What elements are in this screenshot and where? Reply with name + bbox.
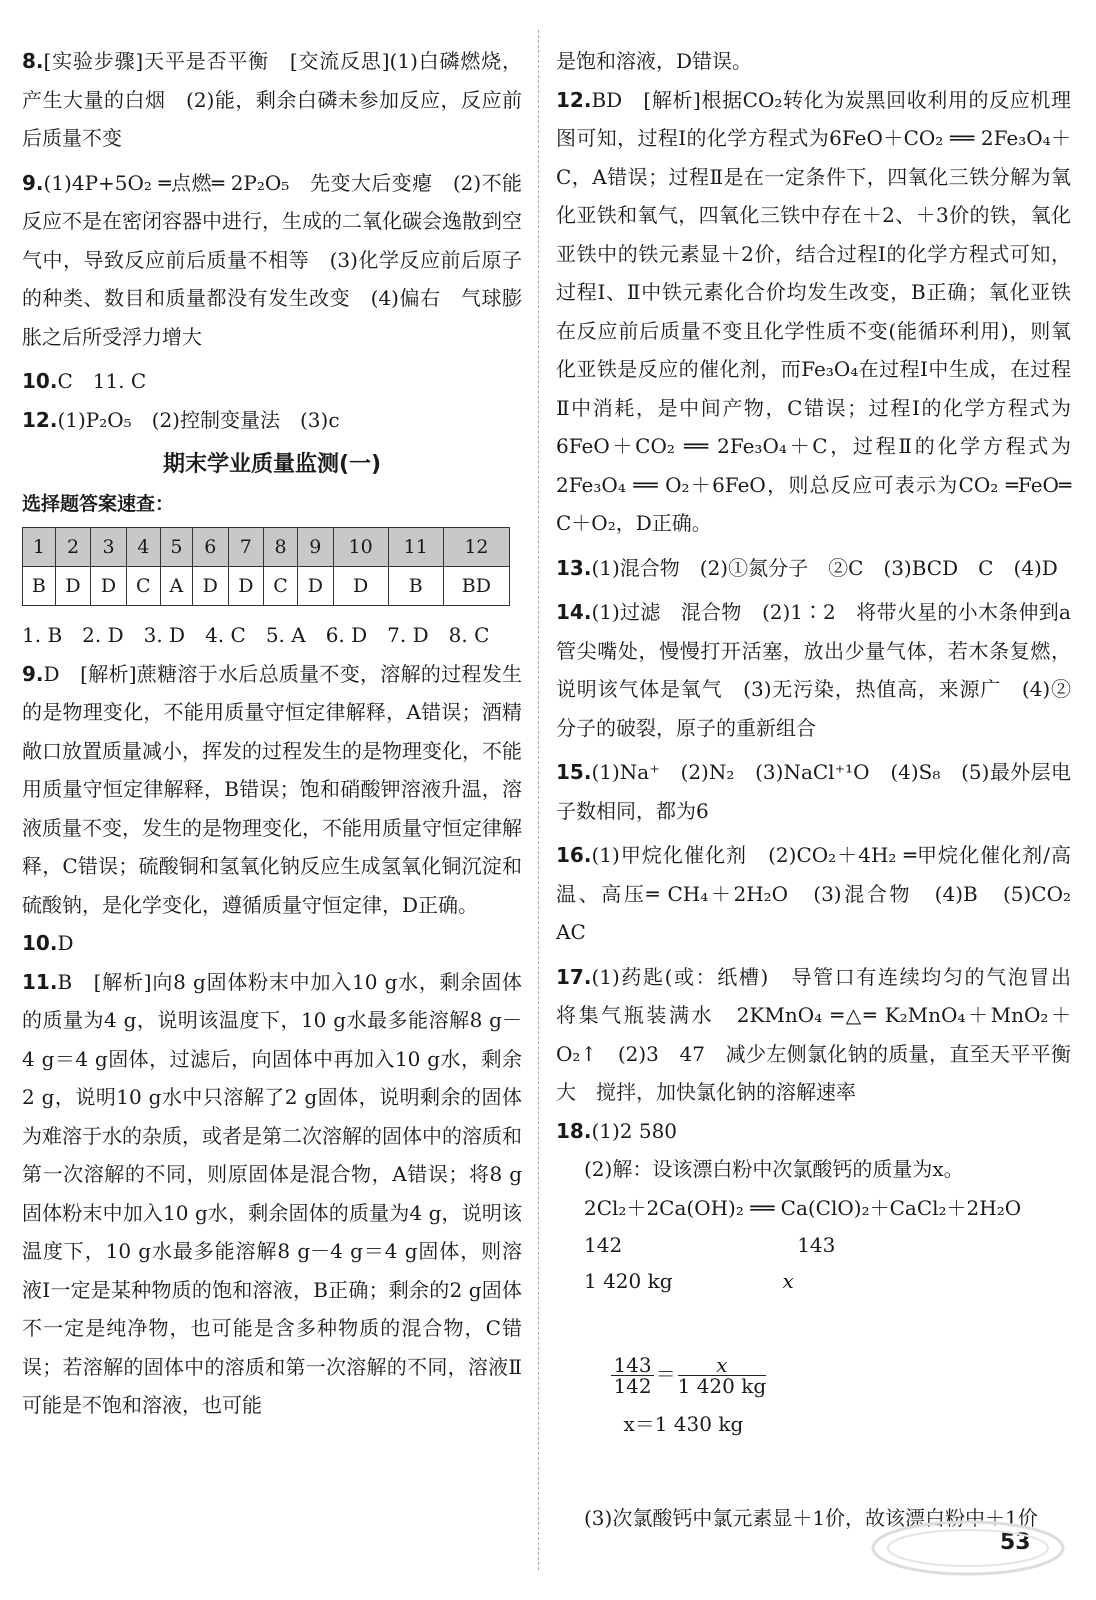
- left-column: [22, 42, 542, 1425]
- answer-q17: 17.(1)药匙(或：纸槽) 导管口有连续均匀的气泡冒出 将集气瓶装满水 2KMnO₄ ═△═ K₂MnO₄＋MnO₂＋O₂↑ (2)3 47 减少左侧氯化钠的质量，直至天平平衡 大 搅拌，加快氯化钠的溶解速率: [556, 964, 1091, 1104]
- answer-table-number-cell: 12: [443, 528, 509, 567]
- watermark-logo-icon: [868, 1518, 1068, 1578]
- answer-table-number-cell: 6: [193, 528, 229, 567]
- answer-q10-11: 10.C 11. C: [22, 369, 147, 393]
- answer-q12: 12.(1)P₂O₅ (2)控制变量法 (3)c: [22, 407, 340, 432]
- answer-table-number-cell: 11: [388, 528, 443, 567]
- answer-table-answer-row: [23, 567, 510, 606]
- answer-table-answer-cell: B: [23, 567, 56, 606]
- q18-equation: 2Cl₂＋2Ca(OH)₂ ══ Ca(ClO)₂＋CaCl₂＋2H₂O: [584, 1195, 1022, 1220]
- page-number: 53: [1000, 1530, 1031, 1555]
- answer-table-answer-cell: D: [91, 567, 127, 606]
- answer-table-number-cell: 4: [126, 528, 160, 567]
- answer-q10: 10.D: [22, 931, 74, 955]
- answer-table-answer-cell: C: [264, 567, 298, 606]
- answer-q11-analysis: 11.B [解析]向8 g固体粉末中加入10 g水，剩余固体的质量为4 g，说明该温度下，10 g水最多能溶解8 g－4 g＝4 g固体，过滤后，向固体中再加入10 g水，剩余2 g，说明10 g水中只溶解了2 g固体，说明剩余的固体为难溶于水的杂质，或者是第二次溶解的固体中的溶质和第一次溶解的不同，则原固体是混合物，A错误；将8 g固体粉末中加入10 g水，剩余固体的质量为4 g，说明该温度下，10 g水最多能溶解8 g－4 g＝4 g固体，则溶液Ⅰ一定是某种物质的饱和溶液，B正确；剩余的2 g固体不一定是纯净物，也可能是含多种物质的混合物，C错误；若溶解的固体中的溶质和第一次溶解的不同，溶液Ⅱ可能是不饱和溶液，也可能: [22, 969, 522, 1417]
- answer-q18: 18.(1)2 580: [556, 1118, 678, 1143]
- answer-table-answer-cell: B: [388, 567, 443, 606]
- answer-q9: 9.(1)4P+5O₂ ═点燃═ 2P₂O₅ 先变大后变瘪 (2)不能 反应不是在密闭容器中进行，生成的二氧化碳会逸散到空气中，导致反应前后质量不相等 (3)化学反应前后原子的种类、数目和质量都没有发生改变 (4)偏右 气球膨胀之后所受浮力增大: [22, 170, 542, 349]
- answer-table-answer-cell: D: [55, 567, 91, 606]
- answer-table-number-cell: 8: [264, 528, 298, 567]
- quick-answer-label: 选择题答案速查：: [22, 493, 175, 515]
- continuation-text: 是饱和溶液，D错误。: [556, 49, 753, 73]
- answer-q15: 15.(1)Na⁺ (2)N₂ (3)NaCl⁺¹O (4)S₈ (5)最外层电子数相同，都为6: [556, 760, 1071, 823]
- answer-table-answer-cell: BD: [443, 567, 509, 606]
- fraction-right: $\frac{x}{1 420 kg}$: [677, 1353, 767, 1398]
- answer-table-answer-cell: D: [228, 567, 264, 606]
- q18-proportion: $\frac{143}{142}$ ＝ $\frac{x}{1 420 kg}$ x＝1 430 kg: [613, 1353, 767, 1436]
- section-title: 期末学业质量监测(一): [162, 452, 382, 477]
- answer-table-number-cell: 9: [298, 528, 334, 567]
- answer-table-answer-cell: C: [126, 567, 160, 606]
- answer-table-header-row: [23, 528, 510, 567]
- column-divider: [538, 30, 539, 1570]
- answer-table: [22, 527, 510, 606]
- answer-q16: 16.(1)甲烷化催化剂 (2)CO₂＋4H₂ ═甲烷化催化剂/高温、高压═ CH₄＋2H₂O (3)混合物 (4)B (5)CO₂ AC: [556, 843, 1091, 944]
- answer-q1-8: 1. B 2. D 3. D 4. C 5. A 6. D 7. D 8. C: [22, 623, 490, 647]
- answer-table-number-cell: 3: [91, 528, 127, 567]
- q18-value-row: 1 420 kg x: [584, 1269, 794, 1293]
- answer-q13: 13.(1)混合物 (2)①氮分子 ②C (3)BCD C (4)D: [556, 555, 1058, 580]
- answer-table-number-cell: 7: [228, 528, 264, 567]
- answer-table-answer-cell: A: [160, 567, 192, 606]
- answer-table-number-cell: 2: [55, 528, 91, 567]
- answer-table-number-cell: 1: [23, 528, 56, 567]
- answer-table-answer-cell: D: [333, 567, 388, 606]
- q18-part3: (3)次氯酸钙中氯元素显＋1价，故该漂白粉中＋1价: [584, 1506, 1038, 1530]
- fraction-left: $\frac{143}{142}$: [613, 1353, 652, 1398]
- right-column: [556, 42, 1091, 1538]
- answer-q9-analysis: 9.D [解析]蔗糖溶于水后总质量不变，溶解的过程发生的是物理变化，不能用质量守恒定律解释，A错误；酒精敞口放置质量减小，挥发的过程发生的是物理变化，不能用质量守恒定律解释，B错误；饱和硝酸钾溶液升温，溶液质量不变，发生的是物理变化，不能用质量守恒定律解释，C错误；硫酸铜和氢氧化钠反应生成氢氧化铜沉淀和硫酸钠，是化学变化，遵循质量守恒定律，D正确。: [22, 661, 522, 917]
- q18-solution-intro: (2)解：设该漂白粉中次氯酸钙的质量为x。: [584, 1157, 964, 1181]
- q18-mass-row: 142 143: [584, 1233, 836, 1257]
- answer-table-answer-cell: D: [298, 567, 334, 606]
- answer-q8: 8.[实验步骤]天平是否平衡 [交流反思](1)白磷燃烧，产生大量的白烟 (2)能，剩余白磷未参加反应，反应前后质量不变: [22, 49, 522, 150]
- answer-table-number-cell: 10: [333, 528, 388, 567]
- answer-q14: 14.(1)过滤 混合物 (2)1∶2 将带火星的小木条伸到a管尖嘴处，慢慢打开活塞，放出少量气体，若木条复燃，说明该气体是氧气 (3)无污染，热值高，来源广 (4)② 分子的破裂，原子的重新组合: [556, 600, 1091, 740]
- answer-q12-analysis: 12.BD [解析]根据CO₂转化为炭黑回收利用的反应机理图可知，过程Ⅰ的化学方程式为6FeO＋CO₂ ══ 2Fe₃O₄＋C，A错误；过程Ⅱ是在一定条件下，四氧化三铁分解为氧化亚铁和氧气，四氧化三铁中存在＋2、＋3价的铁，氧化亚铁中的铁元素显＋2价，结合过程Ⅰ的化学方程式可知，过程Ⅰ、Ⅱ中铁元素化合价均发生改变，B正确；氧化亚铁在反应前后质量不变且化学性质不变(能循环利用)，则氧化亚铁是反应的催化剂，而Fe₃O₄在过程Ⅰ中生成，在过程Ⅱ中消耗，是中间产物，C错误；过程Ⅰ的化学方程式为6FeO＋CO₂ ══ 2Fe₃O₄＋C，过程Ⅱ的化学方程式为2Fe₃O₄ ══ O₂＋6FeO，则总反应可表示为CO₂ ═FeO═ C＋O₂，D正确。: [556, 87, 1071, 535]
- answer-table-number-cell: 5: [160, 528, 192, 567]
- answer-table-answer-cell: D: [193, 567, 229, 606]
